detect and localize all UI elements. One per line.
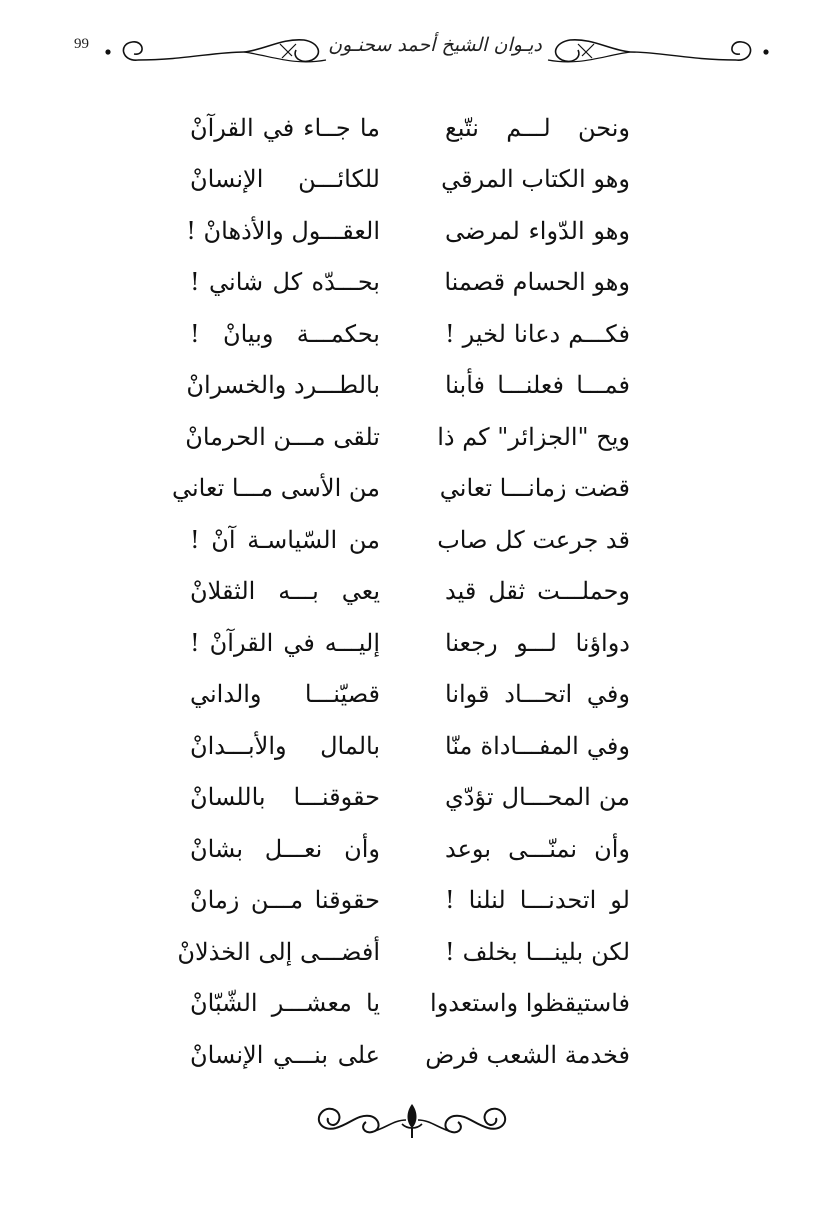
verse — [190, 154, 630, 206]
verse — [190, 823, 630, 875]
second-hemistich: حقوقنـــا باللسانْ — [190, 783, 380, 812]
verse — [186, 360, 630, 412]
poem — [172, 102, 630, 1081]
verse — [185, 411, 630, 463]
second-hemistich: يا معشـــر الشّبّانْ — [190, 989, 380, 1018]
page-header — [60, 22, 770, 74]
second-hemistich: من الأسى مـــا تعاني — [172, 474, 380, 503]
first-hemistich: وفي اتحـــاد قوانا — [445, 680, 630, 709]
second-hemistich: العقـــول والأذهانْ ! — [186, 216, 380, 245]
first-hemistich: وأن نمنّـــى بوعد — [445, 834, 630, 863]
second-hemistich: حقوقنا مـــن زمانْ — [190, 886, 380, 915]
second-hemistich: بحكمـــة وبيانْ ! — [190, 319, 380, 348]
first-hemistich: ويح "الجزائر" كم ذا — [437, 422, 630, 451]
second-hemistich: ما جــاء في القرآنْ — [190, 113, 380, 142]
book-title: ديـوان الشيخ أحمد سحنـون — [328, 34, 542, 56]
verse — [190, 1029, 630, 1081]
second-hemistich: للكائـــن الإنسانْ — [190, 165, 380, 194]
first-hemistich: فخدمة الشعب فرض — [425, 1040, 630, 1069]
verse — [190, 978, 630, 1030]
verse — [190, 514, 630, 566]
scroll-ornament-icon — [540, 30, 770, 70]
first-hemistich: لكن بلينـــا بخلف ! — [445, 937, 630, 966]
second-hemistich: يعي بـــه الثقلانْ — [190, 577, 380, 606]
second-hemistich: قصيّنـــا والداني — [190, 680, 380, 709]
verse — [190, 308, 630, 360]
second-hemistich: إليـــه في القرآنْ ! — [190, 628, 380, 657]
verse — [190, 772, 630, 824]
flourish-ornament-icon — [306, 1098, 518, 1146]
first-hemistich: لو اتحدنـــا لنلنا ! — [445, 886, 630, 915]
second-hemistich: أفضـــى إلى الخذلانْ — [177, 937, 380, 966]
verse — [190, 102, 630, 154]
verse — [190, 566, 630, 618]
first-hemistich: فاستيقظوا واستعدوا — [430, 989, 630, 1018]
second-hemistich: وأن نعـــل بشانْ — [190, 834, 380, 863]
second-hemistich: بالطـــرد والخسرانْ — [186, 371, 380, 400]
page-number: 99 — [74, 36, 89, 52]
first-hemistich: وفي المفـــاداة منّا — [445, 731, 630, 760]
verse — [190, 875, 630, 927]
first-hemistich: فمـــا فعلنـــا فأبنا — [445, 371, 630, 400]
first-hemistich: قضت زمانـــا تعاني — [439, 474, 630, 503]
first-hemistich: من المحـــال تؤدّي — [445, 783, 630, 812]
verse — [190, 617, 630, 669]
first-hemistich: وهو الحسام قصمنا — [444, 268, 630, 297]
scroll-ornament-icon — [104, 30, 334, 70]
first-hemistich: دواؤنا لـــو رجعنا — [445, 628, 630, 657]
second-hemistich: تلقى مـــن الحرمانْ — [185, 422, 380, 451]
second-hemistich: على بنـــي الإنسانْ — [190, 1040, 380, 1069]
second-hemistich: بحـــدّه كل شاني ! — [190, 268, 380, 297]
verse — [190, 257, 630, 309]
second-hemistich: بالمال والأبـــدانْ — [190, 731, 380, 760]
first-hemistich: ونحن لـــم نتّبع — [445, 113, 630, 142]
verse — [177, 926, 630, 978]
first-hemistich: وهو الكتاب المرقي — [441, 165, 630, 194]
verse — [190, 669, 630, 721]
first-hemistich: فكـــم دعانا لخير ! — [445, 319, 630, 348]
first-hemistich: قد جرعت كل صاب — [437, 525, 630, 554]
first-hemistich: وهو الدّواء لمرضى — [445, 216, 630, 245]
verse — [172, 463, 630, 515]
verse — [186, 205, 630, 257]
first-hemistich: وحملـــت ثقل قيد — [445, 577, 630, 606]
second-hemistich: من السّياسـة آنْ ! — [190, 525, 380, 554]
verse — [190, 720, 630, 772]
